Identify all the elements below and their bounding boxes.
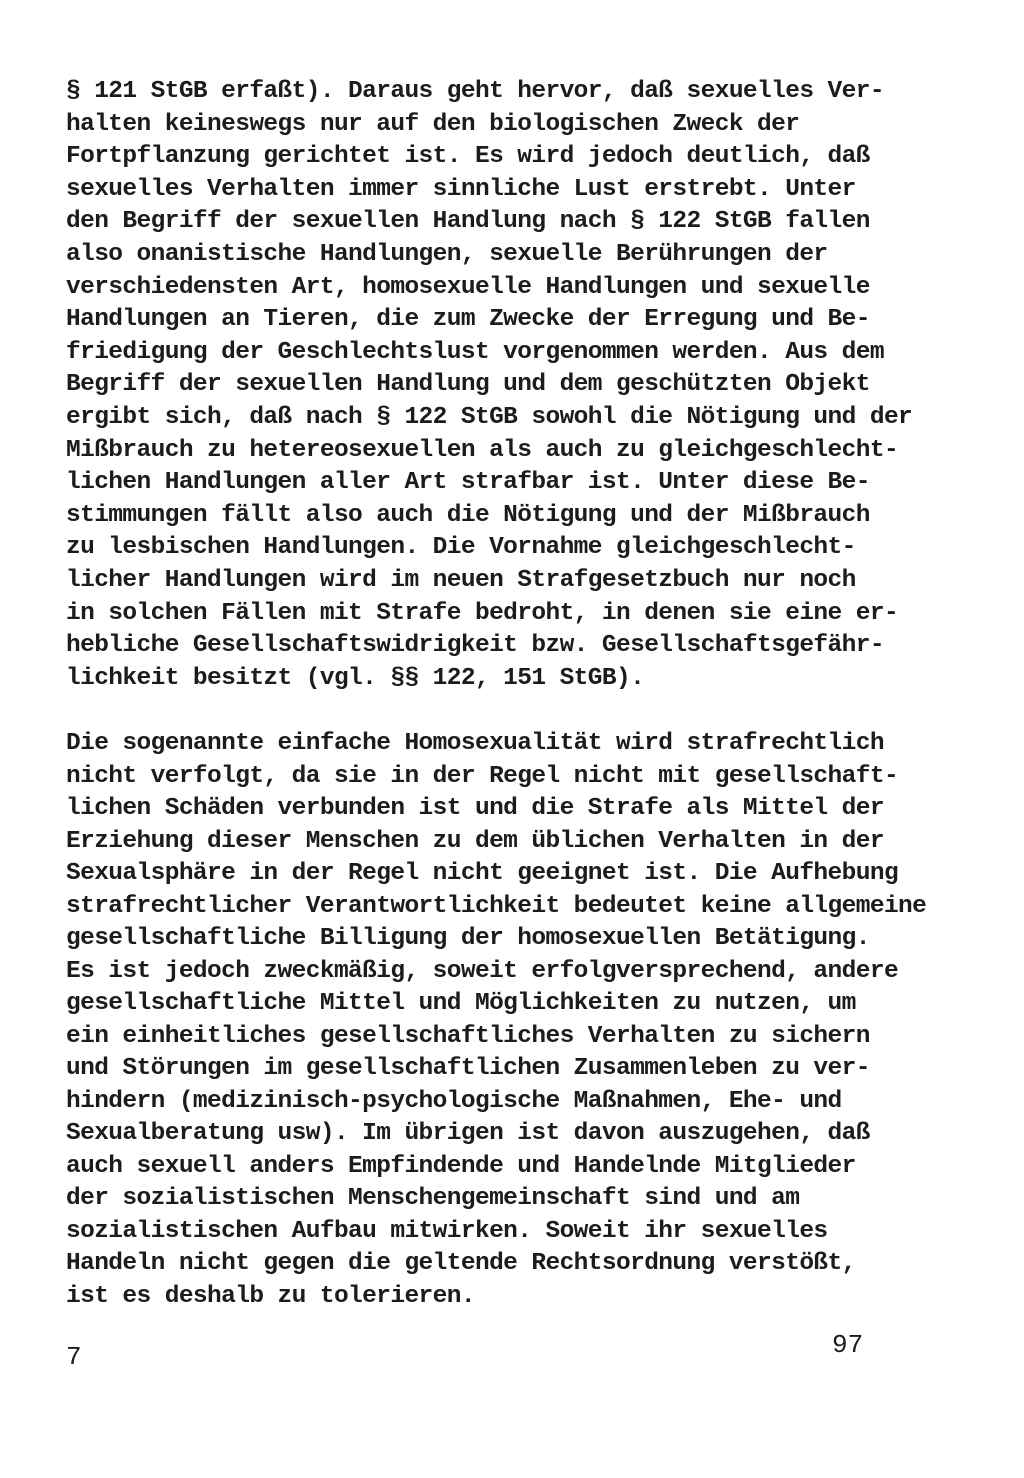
text-line: Sexualsphäre in der Regel nicht geeignet ist. Die Aufhebung: [66, 860, 899, 887]
text-line: sozialistischen Aufbau mitwirken. Soweit ihr sexuelles: [66, 1217, 828, 1245]
text-line: Handlungen an Tieren, die zum Zwecke der Erregung und Be-: [66, 306, 870, 334]
text-line: halten keineswegs nur auf den biologischen Zweck der: [66, 110, 800, 138]
text-line: ergibt sich, daß nach § 122 StGB sowohl die Nötigung und der: [66, 403, 913, 431]
text-line: Fortpflanzung gerichtet ist. Es wird jedoch deutlich, daß: [66, 143, 870, 171]
text-line: den Begriff der sexuellen Handlung nach § 122 StGB fallen: [66, 208, 870, 236]
page-marker: 7: [66, 1342, 82, 1372]
text-line: gesellschaftliche Mittel und Möglichkeiten zu nutzen, um: [66, 990, 856, 1017]
text-line: nicht verfolgt, da sie in der Regel nicht mit gesellschaft-: [66, 762, 899, 790]
text-line: hebliche Gesellschaftswidrigkeit bzw. Gesellschaftsgefähr-: [66, 632, 884, 660]
page-number: 97: [832, 1330, 864, 1360]
text-line: und Störungen im gesellschaftlichen Zusammenleben zu ver-: [66, 1055, 870, 1082]
text-line: lichkeit besitzt (vgl. §§ 122, 151 StGB).: [66, 664, 645, 692]
text-line: zu lesbischen Handlungen. Die Vornahme gleichgeschlecht-: [66, 534, 856, 562]
text-line: sexuelles Verhalten immer sinnliche Lust erstrebt. Unter: [66, 175, 856, 203]
text-line: stimmungen fällt also auch die Nötigung und der Mißbrauch: [66, 501, 870, 529]
text-line: also onanistische Handlungen, sexuelle Berührungen der: [66, 240, 828, 268]
text-line: Erziehung dieser Menschen zu dem üblichen Verhalten in der: [66, 827, 884, 855]
text-line: Begriff der sexuellen Handlung und dem geschützten Objekt: [66, 371, 870, 399]
text-line: lichen Schäden verbunden ist und die Strafe als Mittel der: [66, 795, 884, 822]
text-line: Handeln nicht gegen die geltende Rechtsordnung verstößt,: [66, 1250, 856, 1277]
text-line: auch sexuell anders Empfindende und Handelnde Mitglieder: [66, 1152, 856, 1180]
text-line: verschiedensten Art, homosexuelle Handlungen und sexuelle: [66, 273, 870, 301]
paragraph-2: [66, 728, 926, 1313]
text-line: Die sogenannte einfache Homosexualität wird strafrechtlich: [66, 730, 884, 757]
text-line: lichen Handlungen aller Art strafbar ist. Unter diese Be-: [66, 469, 870, 497]
text-line: gesellschaftliche Billigung der homosexuellen Betätigung.: [66, 925, 870, 952]
text-line: strafrechtlicher Verantwortlichkeit bedeutet keine allgemeine: [66, 892, 927, 920]
text-line: Mißbrauch zu hetereosexuellen als auch zu gleichgeschlecht-: [66, 436, 899, 464]
text-line: Sexualberatung usw). Im übrigen ist davon auszugehen, daß: [66, 1120, 870, 1147]
text-line: in solchen Fällen mit Strafe bedroht, in denen sie eine er-: [66, 599, 899, 627]
text-line: ein einheitliches gesellschaftliches Verhalten zu sichern: [66, 1022, 870, 1050]
text-line: licher Handlungen wird im neuen Strafgesetzbuch nur noch: [66, 566, 856, 594]
text-line: ist es deshalb zu tolerieren.: [66, 1282, 475, 1310]
text-line: friedigung der Geschlechtslust vorgenommen werden. Aus dem: [66, 338, 884, 366]
text-line: § 121 StGB erfaßt). Daraus geht hervor, daß sexuelles Ver-: [66, 78, 884, 105]
text-line: Es ist jedoch zweckmäßig, soweit erfolgversprechend, andere: [66, 957, 899, 985]
paragraph-1: [66, 76, 912, 695]
text-line: der sozialistischen Menschengemeinschaft sind und am: [66, 1185, 800, 1212]
text-line: hindern (medizinisch-psychologische Maßnahmen, Ehe- und: [66, 1087, 842, 1115]
